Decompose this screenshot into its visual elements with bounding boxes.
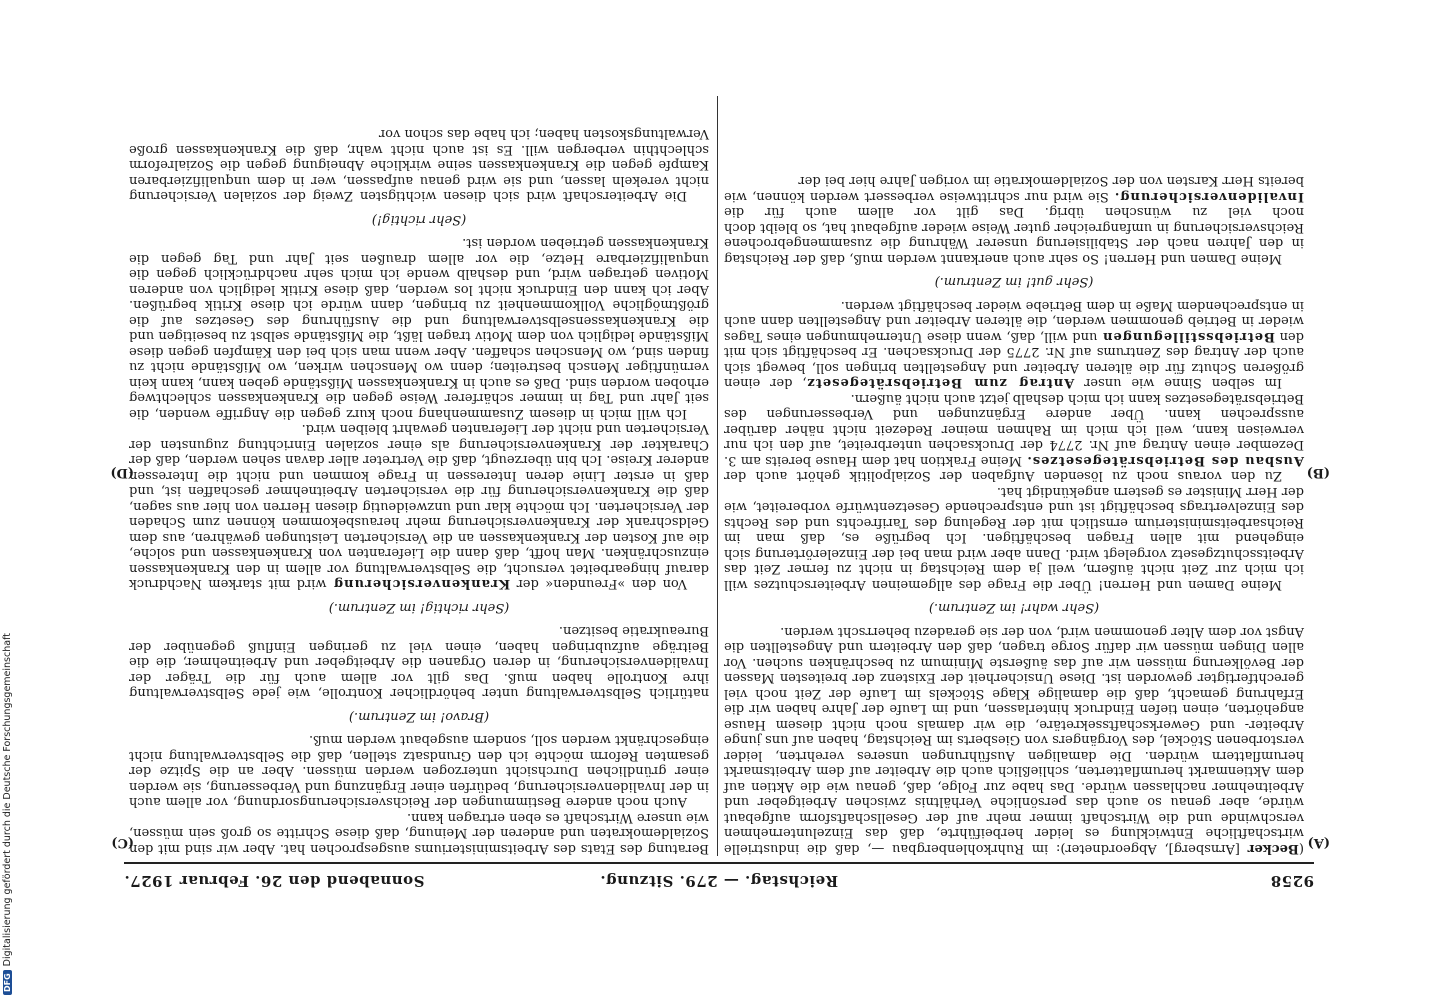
interjection: (Sehr gut! im Zentrum.) bbox=[934, 274, 1094, 290]
left-paragraph-4: Im selben Sinne wie unser Antrag zum Betriebsrätegesetz, der einen größeren Schutz für die älteren Arbeiter und Angestellten bringen soll, bewegt sich auch der Antrag des Zentrums auf Nr. 2775 der Drucksachen. Er beschäftigt sich mit den Betriebsstillegungen und will, daß, wenn diese Unternehmungen eines Tages wieder in Betrieb genommen werden, die älteren Arbeiter und Angestellten dann auch in entsprechendem Maße in dem Betriebe wieder beschäftigt werden. bbox=[724, 298, 1304, 391]
interjection: (Sehr richtig!) bbox=[371, 212, 467, 227]
margin-mark-c: (C) bbox=[111, 835, 134, 850]
interjection: (Bravo! im Zentrum.) bbox=[348, 709, 490, 724]
left-column bbox=[724, 96, 1304, 856]
interjection: (Sehr wahr! im Zentrum.) bbox=[928, 600, 1100, 616]
interjection: (Sehr richtig! im Zentrum.) bbox=[328, 600, 510, 615]
right-paragraph-3: natürlich Selbstverwaltung unter behördlicher Kontrolle, wie jede Selbstverwaltung ihre Kontrolle haben muß. Das gilt vor allem auch für die Träger der Invalidenversicherung, in deren Organen die Arbeitgeber und Arbeitnehmer, die die Beiträge aufzubringen haben, einen viel zu geringen Einfluß gegenüber der Bureaukratie besitzen. bbox=[129, 623, 709, 701]
right-paragraph-2: Auch noch andere Bestimmungen der Reichsversicherungsordnung, vor allem auch in der Invalidenversicherung, bedürfen einer Ergänzung und Verbesserung, sie werden einer gründlichen Durchsicht unterzogen werden müssen. Aber an die Spitze der gesamten Reform möchte ich den Grundsatz stellen, daß die Selbstverwaltung nicht eingeschränkt werden soll, sondern ausgebaut werden muß. bbox=[129, 732, 709, 810]
dfg-logo-icon: DFG bbox=[3, 970, 12, 995]
right-paragraph-1: Beratung des Etats des Arbeitsministeriums ausgesprochen hat. Aber wir sind mit den Sozialdemokraten und anderen der Meinung, daß diese Schritte so groß sein müssen, wie unsere Wirtschaft es eben ertragen kann. bbox=[129, 810, 709, 856]
left-paragraph-2: Meine Damen und Herren! Über die Frage des allgemeinen Arbeiterschutzes will ich mich zur Zeit nicht äußern, weil ja dem Reichstag in nicht zu ferner Zeit das Arbeitsschutzgesetz vorgelegt wird. Dann aber wird man bei der Einzelerörterung sich eingehend mit allen Fragen beschäftigen. Ich begrüße es, daß man im Reichsarbeitsministerium ernstlich mit der Regelung des Tarifrechts und des Rechts des Einzelvertrags beschäftigt ist und entsprechende Gesetzentwürfe vorbereitet, wie der Herr Minister es gestern angekündigt hat. bbox=[724, 484, 1304, 592]
page-header bbox=[124, 866, 1314, 890]
column-divider bbox=[717, 96, 718, 856]
margin-mark-d: (D) bbox=[110, 465, 134, 480]
digitization-credit bbox=[2, 575, 16, 995]
right-paragraph-6: Die Arbeiterschaft wird sich diesen wichtigsten Zweig der sozialen Versicherung nicht verekeln lassen, und sie wird genau aufpassen, wer in dem unqualifizierbaren Kampfe gegen die Krankenkassen seine wirkliche Abneigung gegen die Sozialreform schlechthin verbergen will. Es ist auch nicht wahr, daß die Krankenkassen große Verwaltungskosten haben; ich habe das schon vor bbox=[129, 126, 709, 204]
header-rule bbox=[124, 862, 1314, 864]
credit-text: Digitalisierung gefördert durch die Deutsche Forschungsgemeinschaft bbox=[2, 633, 13, 967]
right-column bbox=[129, 96, 709, 856]
session-date: Sonnabend den 26. Februar 1927. bbox=[124, 872, 425, 890]
right-paragraph-4: Von den »Freunden« der Krankenversicherung wird mit starkem Nachdruck darauf hingearbeitet versucht, die Selbstverwaltung vor allem in den Krankenkassen einzuschränken. Man hofft, daß dann die Lieferanten von Krankenkassen und solche, die auf Kosten der Krankenkassen an die Versicherten Leistungen gewähren, aus dem Geldschrank der Krankenversicherung mehr herausbekommen können zum Schaden der Versicherten. Ich möchte klar und unzweideutig diesen Herren von hier aus sagen, daß die Krankenversicherung für die versicherten Arbeitnehmer geschaffen ist, und daß in erster Linie deren Interessen in Frage kommen und nicht die Interessen anderer Kreise. Ich bin überzeugt, daß die Vertreter aller davan sehen werden, daß der Charakter der Krankenversicherung als einer sozialen Einrichtung zugunsten der Versicherten und nicht der Lieferanten gewahrt bleiben wird. bbox=[129, 421, 709, 592]
session-title: Reichstag. — 279. Sitzung. bbox=[599, 872, 839, 890]
speaker-name: Becker bbox=[1247, 841, 1299, 856]
margin-mark-a: (A) bbox=[1307, 835, 1330, 850]
left-paragraph-1: (Becker [Arnsberg], Abgeordneter): im Ruhrkohlenbergbau —, daß die industrielle wirtschaftliche Entwicklung es leider herbeiführte, daß das Einzelunternehmen verschwinde und die Wirtschaft immer mehr auf der Gesellschaftsform aufgebaut würde, aber genau so auch das persönliche Verhältnis zwischen Arbeitgeber und Arbeitnehmer nachlassen würde. Das habe zur Folge, daß, genau wie die Aktien auf dem Aktienmarkt herumflatterten, schließlich auch die Arbeiter auf dem Arbeitsmarkt herumflattern würden. Die damaligen Ausführungen unseres verehrten, leider verstorbenen Stöckel, des Vorgängers von Giesberts im Reichstag, haben auf uns junge Arbeiter- und Gewerkschaftssekretäre, die wir damals noch nicht diesem Hause angehörten, einen tiefen Eindruck hinterlassen, und im Laufe der Jahre haben wir die Erfahrung gemacht, daß die damalige Klage Stöckels im Laufe der Zeit noch viel gerechtfertigter geworden ist. Diese Unsicherheit der Existenz der breitesten Massen der Bevölkerung müssen wir auf das äußerste Minimum zu beschränken suchen. Vor allen Dingen müssen wir dafür Sorge tragen, daß den Arbeitern und Angestellten die Angst vor dem Alter genommen wird, von der sie geradezu beherrscht werden. bbox=[723, 624, 1304, 856]
left-paragraph-3: Zu den voraus noch zu lösenden Aufgaben der Sozialpolitik gehört auch der Ausbau des Betriebsrätegesetzes. Meine Fraktion hat dem Hause bereits am 3. Dezember einen Antrag auf Nr. 2774 der Drucksachen unterbreitet, auf den ich nur verweisen kann, weil ich mich im Rahmen meiner Redezeit nicht näher darüber aussprechen kann. Über andere Ergänzungen und Verbesserungen des Betriebsrätegesetzes kann ich mich deshalb jetzt auch nicht äußern. bbox=[724, 391, 1304, 484]
margin-mark-b: (B) bbox=[1306, 465, 1330, 480]
right-paragraph-5: Ich will mich in diesem Zusammenhang noch kurz gegen die Angriffe wenden, die seit Jahr und Tag in immer schärferer Weise gegen die Krankenkassen schlechtweg erhoben worden sind. Daß es auch in Krankenkassen Mißstände geben kann, kann kein vernünftiger Mensch bestreiten; denn wo Menschen wirken, wo Mißstände nicht zu finden sind, wo Menschen schaffen. Aber wenn man sich bei den Kämpfen gegen diese Mißstände lediglich von dem Motiv tragen läßt, die Mißstände selbst zu beseitigen und die Krankenkassenselbstverwaltung und die Ausführung des Gesetzes auf die größtmögliche Vollkommenheit zu bringen, dann würde ich diese Kritik begrüßen. Aber ich kann den Eindruck nicht los werden, daß diese Kritik lediglich von anderen Motiven getragen wird, und deshalb wende ich mich sehr nachdrücklich gegen die unqualifizierbare Hetze, die vor allem draußen seit Jahr und Tag gegen die Krankenkassen getrieben worden ist. bbox=[129, 235, 709, 421]
left-paragraph-5: Meine Damen und Herren! So sehr auch anerkannt werden muß, daß der Reichstag in den Jahren nach der Stabilisierung unserer Währung die zusammengebrochene Reichsversicherung in umfangreicher guter Weise wieder aufgebaut hat, so bleibt doch noch viel zu wünschen übrig. Das gilt vor allem auch für die Invalidenversicherung. Sie wird nur schrittweise verbessert werden können, wie bereits Herr Karsten von der Sozialdemokratie im vorigen Jahre hier bei der bbox=[724, 173, 1304, 266]
page-number: 9258 bbox=[1270, 872, 1314, 890]
